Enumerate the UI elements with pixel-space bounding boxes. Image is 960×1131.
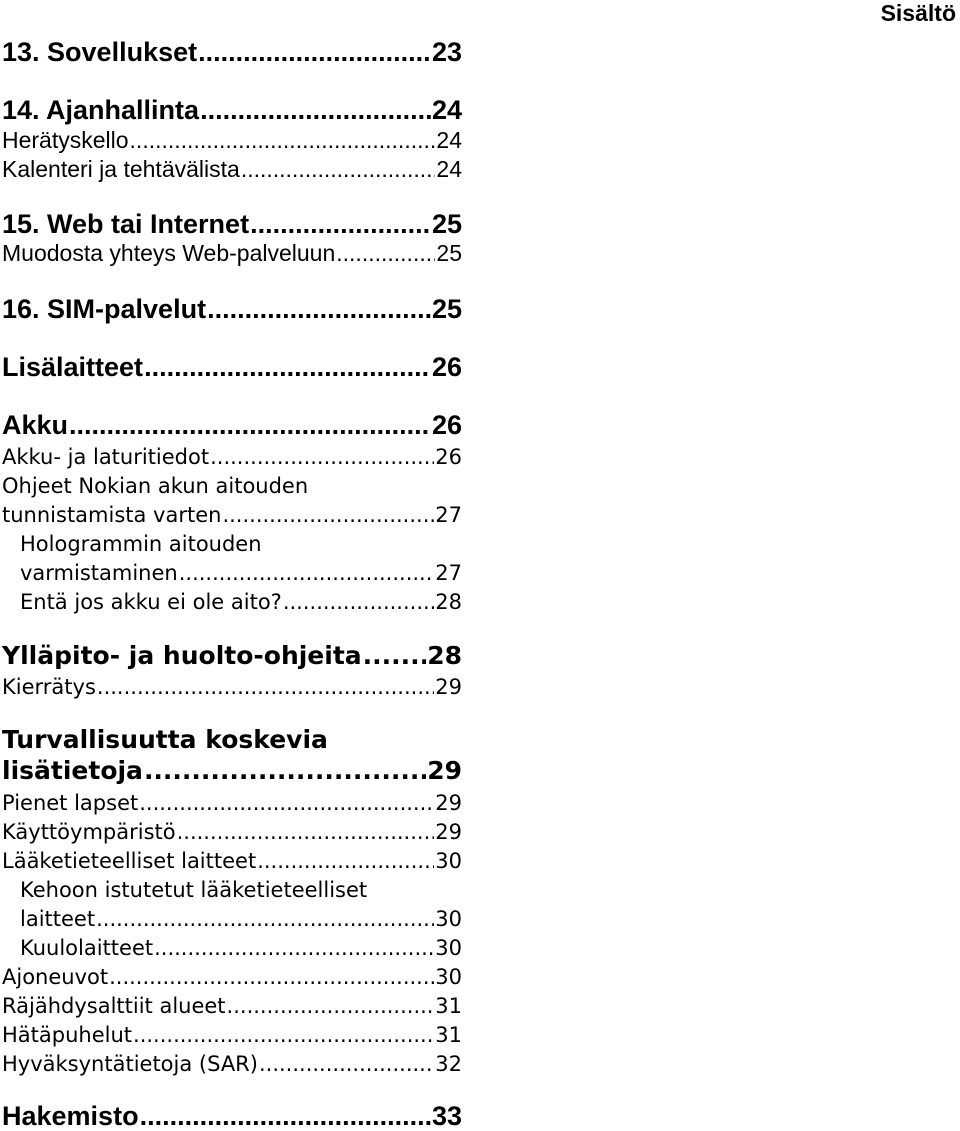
toc-entry-title: Ylläpito- ja huolto-ohjeita: [2, 641, 362, 670]
toc-entry-rajahdysalttiit[interactable]: [2, 992, 462, 1020]
toc-leader-dots: [96, 905, 434, 933]
toc-entry-title: Ajoneuvot: [2, 965, 109, 989]
toc-entry-page: 23: [431, 37, 462, 67]
toc-leader-dots: [363, 642, 427, 670]
toc-entry-title: Muodosta yhteys Web-palveluun: [2, 240, 336, 266]
toc-entry-title: lisätietoja: [2, 756, 143, 785]
toc-entry-kierratys[interactable]: [2, 673, 462, 701]
toc-leader-dots: [198, 37, 431, 67]
toc-entry-page: 26: [435, 445, 462, 469]
toc-leader-dots: [336, 239, 435, 267]
toc-entry-kehoon-line1[interactable]: Kehoon istutetut lääketieteelliset: [20, 878, 368, 902]
toc-leader-dots: [207, 294, 431, 324]
toc-entry-page: 29: [435, 675, 462, 699]
toc-entry-page: 31: [435, 1023, 462, 1047]
toc-entry-title: tunnistamista varten: [2, 503, 222, 527]
toc-leader-dots: [139, 789, 434, 817]
toc-entry-title: Kuulolaitteet: [20, 936, 154, 960]
toc-entry-kehoon[interactable]: [20, 905, 462, 933]
toc-entry-page: 30: [435, 965, 462, 989]
toc-entry-title: 16. SIM-palvelut: [2, 294, 207, 324]
toc-entry-heratyskello[interactable]: [2, 126, 462, 154]
toc-leader-dots: [140, 1101, 431, 1131]
toc-leader-dots: [109, 963, 434, 991]
toc-entry-kayttoymparisto[interactable]: [2, 818, 462, 846]
toc-leader-dots: [130, 126, 436, 154]
toc-entry-muodosta-yhteys[interactable]: [2, 239, 462, 267]
toc-entry-title: Akku: [2, 410, 69, 440]
toc-entry-title: Hakemisto: [2, 1101, 139, 1131]
toc-leader-dots: [227, 992, 435, 1020]
toc-entry-page: 28: [427, 641, 462, 670]
toc-entry-page: 25: [436, 240, 462, 266]
toc-leader-dots: [200, 95, 431, 125]
toc-entry-page: 25: [431, 209, 462, 239]
toc-entry-hologrammi-line1[interactable]: Hologrammin aitouden: [20, 532, 262, 556]
toc-entry-ohjeet-line1[interactable]: Ohjeet Nokian akun aitouden: [2, 474, 309, 498]
toc-leader-dots: [177, 818, 435, 846]
toc-entry-title: varmistaminen: [20, 561, 178, 585]
toc-entry-page: 29: [435, 820, 462, 844]
toc-entry-title: 14. Ajanhallinta: [2, 95, 200, 125]
toc-entry-title: Herätyskello: [2, 127, 129, 153]
toc-entry-ajoneuvot[interactable]: [2, 963, 462, 991]
toc-entry-ohjeet[interactable]: [2, 501, 462, 529]
toc-entry-kalenteri[interactable]: [2, 155, 462, 183]
toc-entry-page: 26: [431, 410, 462, 440]
toc-entry-hatapuhelut[interactable]: [2, 1021, 462, 1049]
toc-entry-title: Entä jos akku ei ole aito?: [20, 590, 282, 614]
toc-entry-page: 27: [435, 561, 462, 585]
toc-entry-page: 30: [435, 849, 462, 873]
toc-entry-yllapito[interactable]: [2, 642, 462, 670]
toc-leader-dots: [144, 757, 426, 785]
toc-leader-dots: [133, 1021, 434, 1049]
toc-entry-title: Hyväksyntätietoja (SAR): [2, 1052, 258, 1076]
toc-leader-dots: [97, 673, 434, 701]
toc-entry-title: 13. Sovellukset: [2, 37, 198, 67]
toc-entry-akku-laturitiedot[interactable]: [2, 443, 462, 471]
toc-entry-page: 24: [431, 95, 462, 125]
toc-entry-page: 33: [431, 1101, 462, 1131]
toc-entry-title: Pienet lapset: [2, 791, 139, 815]
toc-leader-dots: [250, 209, 431, 239]
toc-entry-pienet-lapset[interactable]: [2, 789, 462, 817]
toc-entry-enta-jos[interactable]: [20, 588, 462, 616]
toc-entry-page: 28: [435, 590, 462, 614]
toc-entry-page: 27: [435, 503, 462, 527]
toc-entry-web[interactable]: [2, 209, 462, 239]
toc-leader-dots: [179, 559, 435, 587]
toc-entry-page: 30: [435, 936, 462, 960]
toc-entry-page: 30: [435, 907, 462, 931]
toc-leader-dots: [144, 352, 431, 382]
toc-entry-page: 24: [436, 127, 462, 153]
toc-entry-title: Hätäpuhelut: [2, 1023, 133, 1047]
toc-entry-hologrammi[interactable]: [20, 559, 462, 587]
toc-entry-hyvaksyntatietoja[interactable]: [2, 1050, 462, 1078]
toc-leader-dots: [259, 1050, 434, 1078]
toc-entry-title: Lisälaitteet: [2, 352, 144, 382]
toc-entry-title: Kierrätys: [2, 675, 96, 699]
toc-entry-turvallisuutta[interactable]: [2, 757, 462, 785]
toc-entry-page: 26: [431, 352, 462, 382]
toc-entry-akku[interactable]: [2, 410, 462, 440]
toc-leader-dots: [154, 934, 434, 962]
toc-entry-title: Kalenteri ja tehtävälista: [2, 156, 240, 182]
toc-leader-dots: [69, 410, 431, 440]
toc-entry-title: Lääketieteelliset laitteet: [2, 849, 257, 873]
toc-leader-dots: [210, 443, 434, 471]
toc-entry-page: 29: [427, 756, 462, 785]
toc-entry-title: laitteet: [20, 907, 96, 931]
toc-entry-title: Räjähdysalttiit alueet: [2, 994, 226, 1018]
toc-entry-hakemisto[interactable]: [2, 1101, 462, 1131]
toc-entry-laaketieteelliset[interactable]: [2, 847, 462, 875]
toc-entry-page: 24: [436, 156, 462, 182]
toc-entry-page: 31: [435, 994, 462, 1018]
toc-entry-ajanhallinta[interactable]: [2, 95, 462, 125]
toc-entry-title: Akku- ja laturitiedot: [2, 445, 210, 469]
toc-entry-page: 32: [435, 1052, 462, 1076]
page-header-title: Sisältö: [880, 0, 956, 26]
toc-leader-dots: [241, 155, 436, 183]
toc-entry-lisalaitteet[interactable]: [2, 352, 462, 382]
toc-entry-title: Käyttöympäristö: [2, 820, 176, 844]
toc-entry-turvallisuutta-line1[interactable]: Turvallisuutta koskevia: [2, 725, 328, 754]
toc-leader-dots: [222, 501, 434, 529]
toc-entry-page: 29: [435, 791, 462, 815]
toc-leader-dots: [257, 847, 434, 875]
toc-entry-title: 15. Web tai Internet: [2, 209, 250, 239]
toc-entry-kuulolaitteet[interactable]: [20, 934, 462, 962]
toc-leader-dots: [283, 588, 434, 616]
toc-entry-sim-palvelut[interactable]: [2, 294, 462, 324]
toc-entry-sovellukset[interactable]: [2, 37, 462, 67]
toc-entry-page: 25: [431, 294, 462, 324]
